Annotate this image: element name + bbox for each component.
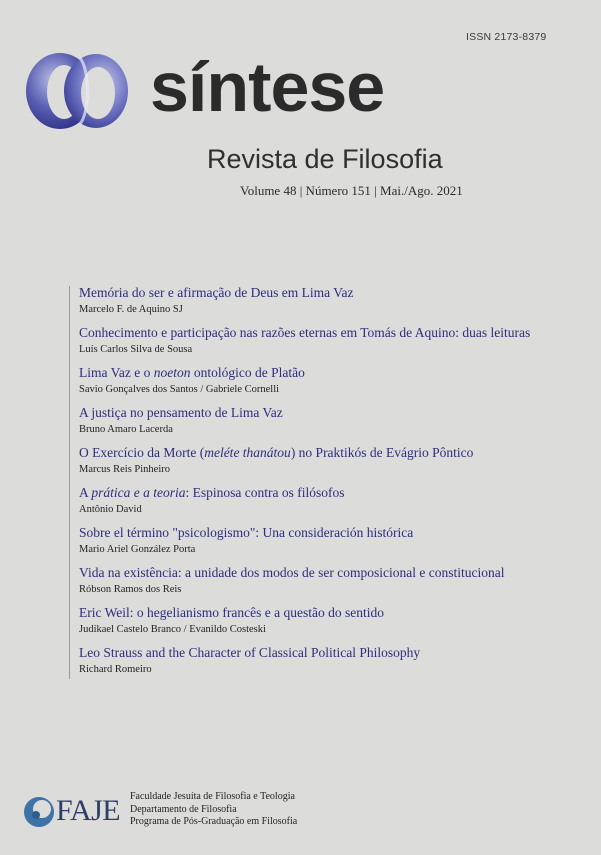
article-entry [79,524,589,564]
article-entry [79,364,589,404]
article-entry [79,484,589,524]
article-title[interactable]: A justiça no pensamento de Lima Vaz [79,405,283,420]
sintese-logo-icon [24,50,130,132]
article-entry [79,644,589,684]
article-author: Bruno Amaro Lacerda [79,424,173,435]
article-entry [79,404,589,444]
article-author: Marcelo F. de Aquino SJ [79,304,183,315]
article-title[interactable]: Conhecimento e participação nas razões eternas em Tomás de Aquino: duas leituras [79,325,531,340]
article-title[interactable]: Eric Weil: o hegelianismo francês e a questão do sentido [79,605,384,620]
article-title[interactable]: Vida na existência: a unidade dos modos de ser composicional e constitucional [79,565,505,580]
issue-info: Volume 48 | Número 151 | Mai./Ago. 2021 [240,183,463,198]
issn: ISSN 2173-8379 [466,31,547,43]
article-title[interactable]: Memória do ser e afirmação de Deus em Lima Vaz [79,285,354,300]
faje-wordmark: FAJE [56,794,121,827]
article-entry [79,284,589,324]
article-entry [79,444,589,484]
article-author: Judikael Castelo Branco / Evanildo Costeski [79,624,266,635]
article-title[interactable]: Leo Strauss and the Character of Classical Political Philosophy [79,645,421,660]
institution-line: Faculdade Jesuíta de Filosofia e Teologia [130,791,295,802]
contents-divider [69,286,70,679]
article-author: Richard Romeiro [79,664,152,675]
article-author: Mario Ariel González Porta [79,544,196,555]
article-author: Róbson Ramos dos Reis [79,584,182,595]
article-title[interactable]: Sobre el término "psicologismo": Una consideración histórica [79,525,414,540]
article-title[interactable]: Lima Vaz e o noeton ontológico de Platão [79,365,305,380]
article-author: Savio Gonçalves dos Santos / Gabriele Cornelli [79,384,280,395]
article-title[interactable]: O Exercício da Morte (meléte thanátou) no Praktikós de Evágrio Pôntico [79,445,474,460]
institution-info [130,791,297,829]
table-of-contents [79,284,589,684]
article-title[interactable]: A prática e a teoria: Espinosa contra os filósofos [79,485,345,500]
institution-line: Departamento de Filosofia [130,803,237,815]
article-entry [79,324,589,364]
article-author: Antônio David [79,504,142,515]
article-author: Marcus Reis Pinheiro [79,464,170,475]
institution-line: Programa de Pós-Graduação em Filosofia [130,816,298,827]
magazine-title: síntese [150,48,385,126]
magazine-subtitle: Revista de Filosofia [207,144,443,174]
article-entry [79,564,589,604]
article-author: Luís Carlos Silva de Sousa [79,344,193,355]
article-entry [79,604,589,644]
